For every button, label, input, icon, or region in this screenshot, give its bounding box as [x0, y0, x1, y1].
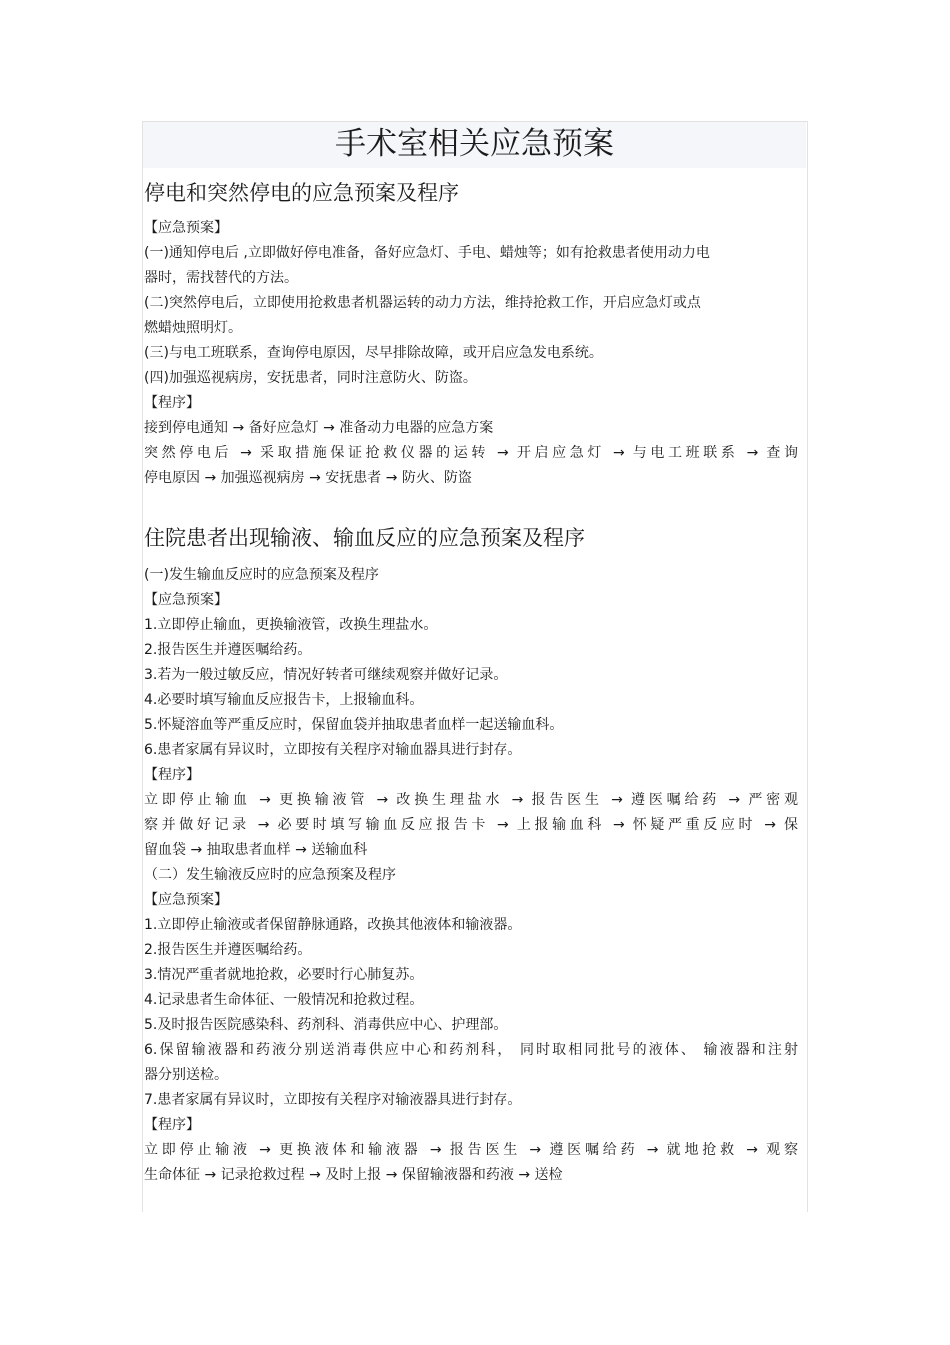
plan-line: 器时，需找替代的方法。	[144, 270, 298, 286]
list-item: 6.保留输液器和药液分别送消毒供应中心和药剂科， 同时取相同批号的液体、 输液器和注射	[144, 1042, 798, 1058]
plan-line: (一)通知停电后 ,立即做好停电准备，备好应急灯、手电、蜡烛等；如有抢救患者使用动力电	[144, 245, 710, 261]
document-title: 手术室相关应急预案	[335, 126, 614, 162]
procedure-line: 生命体征 → 记录抢救过程 → 及时上报 → 保留输液器和药液 → 送检	[144, 1167, 563, 1183]
list-item: 4.必要时填写输血反应报告卡，上报输血科。	[144, 692, 424, 708]
procedure-line: 立即停止输液 → 更换液体和输液器 → 报告医生 → 遵医嘱给药 → 就地抢救 → 观察	[144, 1142, 798, 1158]
list-item: 4.记录患者生命体征、一般情况和抢救过程。	[144, 992, 424, 1008]
list-item: 2.报告医生并遵医嘱给药。	[144, 942, 312, 958]
list-item: 1.立即停止输液或者保留静脉通路，改换其他液体和输液器。	[144, 917, 522, 933]
plan-line: 燃蜡烛照明灯。	[144, 320, 242, 336]
procedure-label: 【程序】	[144, 1117, 200, 1133]
plan-line: (二)突然停电后，立即使用抢救患者机器运转的动力方法，维持抢救工作，开启应急灯或点	[144, 295, 701, 311]
list-item: 2.报告医生并遵医嘱给药。	[144, 642, 312, 658]
list-item: 5.及时报告医院感染科、药剂科、消毒供应中心、护理部。	[144, 1017, 508, 1033]
plan-line: (三)与电工班联系，查询停电原因，尽早排除故障，或开启应急发电系统。	[144, 345, 603, 361]
subsection-title: （二）发生输液反应时的应急预案及程序	[144, 867, 396, 883]
list-item: 3.情况严重者就地抢救，必要时行心肺复苏。	[144, 967, 424, 983]
list-item: 5.怀疑溶血等严重反应时，保留血袋并抽取患者血样一起送输血科。	[144, 717, 564, 733]
procedure-line: 立即停止输血 → 更换输液管 → 改换生理盐水 → 报告医生 → 遵医嘱给药 → 严密观	[144, 792, 798, 808]
procedure-label: 【程序】	[144, 395, 200, 411]
procedure-line: 停电原因 → 加强巡视病房 → 安抚患者 → 防火、防盗	[144, 470, 472, 486]
procedure-line: 接到停电通知 → 备好应急灯 → 准备动力电器的应急方案	[144, 420, 494, 436]
procedure-label: 【程序】	[144, 767, 200, 783]
plan-label: 【应急预案】	[144, 220, 228, 236]
plan-label: 【应急预案】	[144, 892, 228, 908]
procedure-line: 留血袋 → 抽取患者血样 → 送输血科	[144, 842, 368, 858]
list-item: 器分别送检。	[144, 1067, 228, 1083]
procedure-line: 突然停电后 → 采取措施保证抢救仪器的运转 → 开启应急灯 → 与电工班联系 → 查询	[144, 445, 798, 461]
section-heading-power-outage: 停电和突然停电的应急预案及程序	[144, 181, 459, 205]
list-item: 1.立即停止输血，更换输液管，改换生理盐水。	[144, 617, 438, 633]
procedure-line: 察并做好记录 → 必要时填写输血反应报告卡 → 上报输血科 → 怀疑严重反应时 → 保	[144, 817, 798, 833]
subsection-title: (一)发生输血反应时的应急预案及程序	[144, 567, 379, 583]
plan-line: (四)加强巡视病房，安抚患者，同时注意防火、防盗。	[144, 370, 477, 386]
plan-label: 【应急预案】	[144, 592, 228, 608]
section-heading-transfusion-reaction: 住院患者出现输液、输血反应的应急预案及程序	[144, 526, 585, 550]
list-item: 7.患者家属有异议时，立即按有关程序对输液器具进行封存。	[144, 1092, 522, 1108]
document-body	[144, 176, 798, 1188]
list-item: 6.患者家属有异议时，立即按有关程序对输血器具进行封存。	[144, 742, 522, 758]
list-item: 3.若为一般过敏反应，情况好转者可继续观察并做好记录。	[144, 667, 508, 683]
